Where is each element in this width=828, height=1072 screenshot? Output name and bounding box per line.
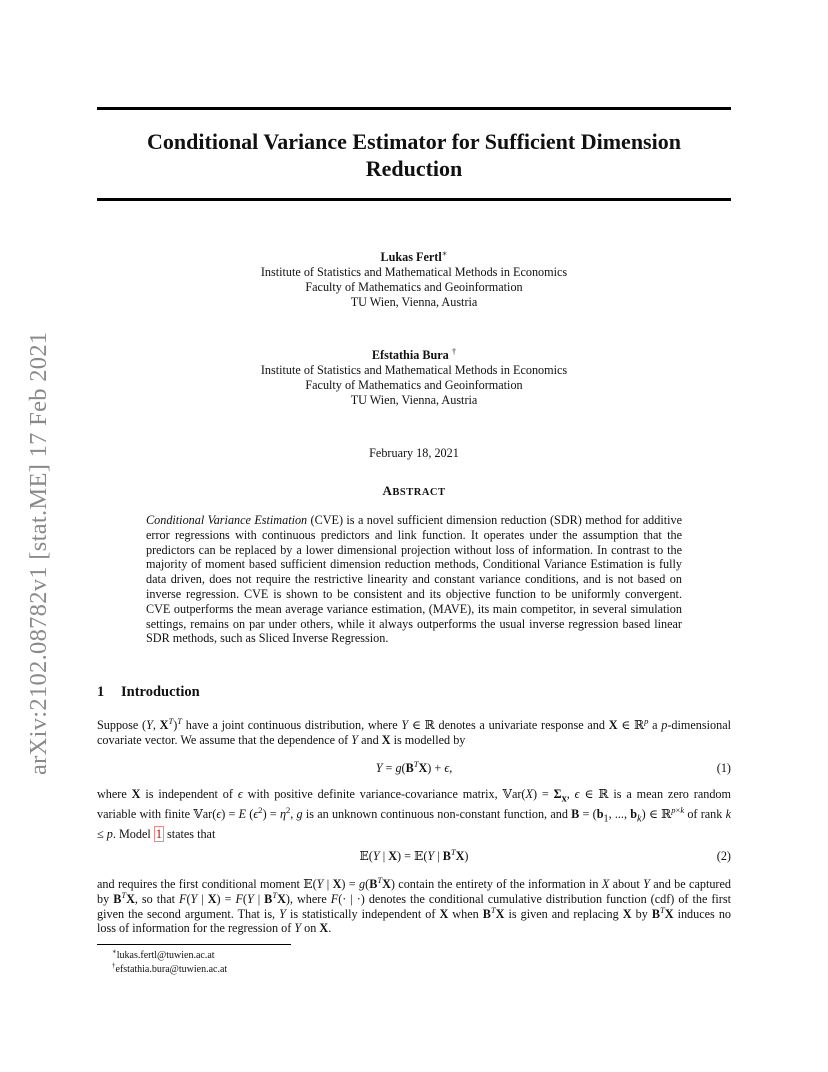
author-name: Lukas Fertl (380, 250, 442, 264)
author-affiliation-line: Faculty of Mathematics and Geoinformation (305, 378, 523, 392)
arxiv-identifier: arXiv:2102.08782v1 [stat.ME] 17 Feb 2021 (25, 331, 52, 775)
footnote-rule (97, 944, 291, 945)
footnote-1: ∗lukas.fertl@tuwien.ac.at (112, 947, 215, 961)
intro-paragraph-2: where X is independent of ϵ with positive definite variance-covariance matrix, 𝕍ar(X) = $\Sigma_x$, ϵ ∈ ℝ is a mean zero random variable with finite 𝕍ar(ϵ) = E $(\epsilon^2) = \eta^2$, g is an unknown continuous non-constant function, and $B = (b_1$, ..., $b_k$) ∈ ℝ$^{p\times k}$ of rank k ≤ p. Model 1 states that (97, 787, 732, 842)
title-top-rule (97, 107, 731, 110)
abstract-text: (CVE) is a novel sufficient dimension reduction (SDR) method for additive error regressions with continuous predictors and link function. It operates under the assumption that the predictors can be replaced by a lower dimensional projection without loss of information. In contrast to the majority of moment based sufficient dimension reduction methods, Conditional Variance Estimation is fully data driven, does not require the restrictive linearity and constant variance conditions, and is not based on inverse regression. CVE is shown to be consistent and its objective function to be uniformly convergent. CVE outperforms the mean average variance estimation, (MAVE), its main competitor, in several simulation settings, remains on par under others, while it always outperforms the usual inverse regression based linear SDR methods, such as Sliced Inverse Regression. (146, 513, 682, 646)
equation-number: (1) (716, 761, 731, 775)
paper-date: February 18, 2021 (369, 446, 459, 460)
abstract-lead: Conditional Variance Estimation (146, 513, 308, 527)
intro-paragraph-1: Suppose (Y, $X^T)^T$ have a joint continuous distribution, where Y ∈ ℝ denotes a univariate response and X ∈ ℝ$^p$ a p-dimensional covariate vector. We assume that the dependence of Y and X is modelled by (97, 715, 731, 747)
equation-number: (2) (716, 849, 731, 863)
author-block-2 (97, 345, 731, 408)
author-footnote-mark: ∗ (441, 247, 448, 258)
section-heading: 1 Introduction (97, 684, 200, 700)
author-affiliation-line: TU Wien, Vienna, Austria (350, 393, 478, 407)
title-bottom-rule (97, 198, 731, 201)
author-name: Efstathia Bura (371, 348, 449, 362)
equation-body: 𝔼(Y | X) = 𝔼(Y | $B^TX$) (359, 846, 469, 863)
equation-reference-link[interactable]: 1 (155, 827, 162, 842)
author-affiliation-line: TU Wien, Vienna, Austria (350, 295, 478, 309)
footnote-2: †efstathia.bura@tuwien.ac.at (112, 961, 228, 975)
abstract-body (146, 513, 682, 646)
author-affiliation-line: Institute of Statistics and Mathematical Methods in Economics (260, 363, 568, 377)
author-block-1 (97, 247, 731, 310)
paper-title: Conditional Variance Estimator for Sufficient Dimension Reduction (147, 129, 681, 181)
equation-body: $Y = g(B^TX) + \epsilon$, (375, 758, 453, 775)
author-footnote-mark: † (451, 345, 457, 356)
author-affiliation-line: Institute of Statistics and Mathematical Methods in Economics (260, 265, 568, 279)
author-affiliation-line: Faculty of Mathematics and Geoinformation (305, 280, 523, 294)
intro-paragraph-3: and requires the first conditional moment 𝔼(Y | $X) = g(B^TX)$ contain the entirety of the information in X about Y and be captured by $B^TX$, so that F(Y | X) = F(Y | $B^TX$), where F(· | ·) denotes the conditional cumulative distribution function (cdf) of the first given the second argument. That is, Y is statistically independent of X when $B^TX$ is given and replacing X by $B^TX$ induces no loss of information for the regression of Y on X. (97, 874, 732, 936)
abstract-heading: ABSTRACT (382, 483, 446, 498)
